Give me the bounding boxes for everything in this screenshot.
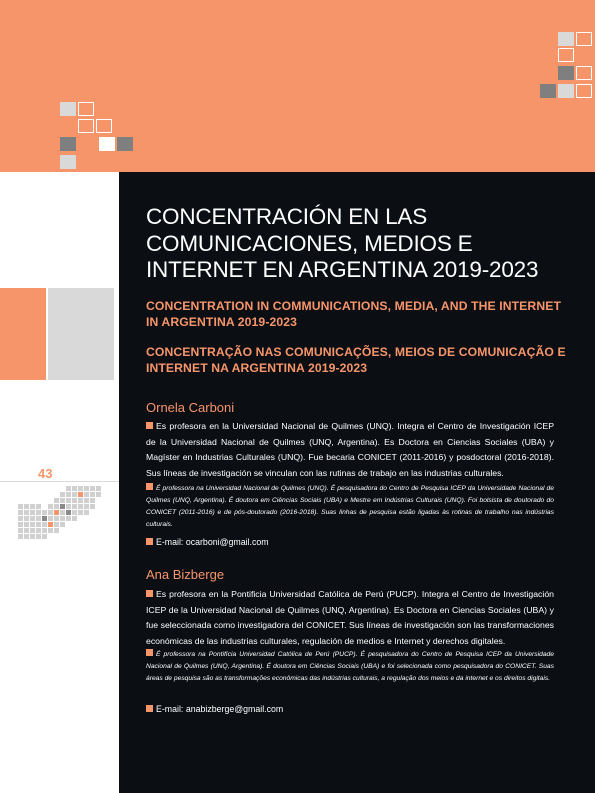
email-text: E-mail: anabizberge@gmail.com xyxy=(156,704,284,714)
title-english: CONCENTRATION IN COMMUNICATIONS, MEDIA, AND THE INTERNET IN ARGENTINA 2019-2023 xyxy=(146,299,561,329)
deco-square xyxy=(99,137,115,151)
mosaic-square xyxy=(84,486,89,491)
mosaic-square xyxy=(54,510,59,515)
mosaic-square xyxy=(72,510,77,515)
mosaic-square xyxy=(48,528,53,533)
mosaic-square xyxy=(36,522,41,527)
author-name: Ornela Carboni xyxy=(146,400,235,415)
deco-block-gray xyxy=(48,288,114,380)
mosaic-square xyxy=(54,522,59,527)
bio-text: É professora na Universidad Nacional de Quilmes (UNQ). É pesquisadora do Centro de Pesquisa ICEP da Universidade Nacional de Quilmes (UNQ, Argentina). É doutora em Ciências Sociais (UBA) e Mestre em Indústrias Culturais (UNQ). Foi bolsista de doutorado do CONICET (2011-2016) e de pós-doutorado (2016-2018). Suas linhas de pesquisa estão ligadas às rotinas de trabalho nas indústrias culturais. xyxy=(146,485,554,528)
mosaic-square xyxy=(66,486,71,491)
mosaic-square xyxy=(48,504,53,509)
header-band xyxy=(0,0,595,172)
author-bio-portuguese xyxy=(146,649,554,685)
mosaic-square xyxy=(84,510,89,515)
mosaic-square xyxy=(60,498,65,503)
author-bio-spanish xyxy=(146,419,554,481)
deco-block-orange xyxy=(0,288,46,380)
mosaic-square xyxy=(18,534,23,539)
mosaic-square xyxy=(30,534,35,539)
mosaic-square xyxy=(30,510,35,515)
deco-square xyxy=(60,137,76,151)
deco-square xyxy=(558,32,574,46)
mosaic-square xyxy=(42,528,47,533)
mosaic-square xyxy=(30,504,35,509)
mosaic-square xyxy=(54,528,59,533)
deco-square xyxy=(78,102,94,116)
mosaic-square xyxy=(60,522,65,527)
mosaic-square xyxy=(42,510,47,515)
mosaic-square xyxy=(72,498,77,503)
bullet-square xyxy=(146,538,153,545)
mosaic-square xyxy=(36,504,41,509)
bullet-square xyxy=(146,590,153,597)
mosaic-square xyxy=(54,516,59,521)
mosaic-square xyxy=(48,516,53,521)
mosaic-square xyxy=(24,510,29,515)
mosaic-square xyxy=(96,492,101,497)
mosaic-square xyxy=(66,492,71,497)
mosaic-square xyxy=(54,504,59,509)
bullet-square xyxy=(146,705,153,712)
mosaic-square xyxy=(36,528,41,533)
mosaic-square xyxy=(42,516,47,521)
deco-square xyxy=(576,66,592,80)
mosaic-square xyxy=(78,510,83,515)
mosaic-square xyxy=(24,522,29,527)
mosaic-square xyxy=(84,498,89,503)
author-email xyxy=(146,704,283,714)
mosaic-square xyxy=(60,516,65,521)
deco-square xyxy=(78,119,94,133)
email-text: E-mail: ocarboni@gmail.com xyxy=(156,537,269,547)
mosaic-square xyxy=(60,510,65,515)
deco-square xyxy=(558,84,574,98)
mosaic-square xyxy=(66,504,71,509)
mosaic-square xyxy=(78,498,83,503)
mosaic-square xyxy=(36,516,41,521)
author-name: Ana Bizberge xyxy=(146,567,225,582)
page-number: 43 xyxy=(38,466,53,481)
deco-square xyxy=(60,155,76,169)
mosaic-square xyxy=(42,534,47,539)
deco-square xyxy=(60,102,76,116)
title-spanish: CONCENTRACIÓN EN LAS COMUNICACIONES, MEDIOS E INTERNET EN ARGENTINA 2019-2023 xyxy=(146,204,539,282)
mosaic-square xyxy=(66,510,71,515)
mosaic-square xyxy=(66,498,71,503)
bullet-square xyxy=(146,483,153,490)
mosaic-square xyxy=(24,528,29,533)
author-bio-spanish xyxy=(146,587,554,649)
mosaic-square xyxy=(90,486,95,491)
mosaic-square xyxy=(90,504,95,509)
mosaic-square xyxy=(90,492,95,497)
mosaic-square xyxy=(72,492,77,497)
mosaic-square xyxy=(66,516,71,521)
mosaic-square xyxy=(72,516,77,521)
mosaic-square xyxy=(48,510,53,515)
mosaic-square xyxy=(30,516,35,521)
mosaic-square xyxy=(18,528,23,533)
deco-square xyxy=(558,48,574,62)
bio-text: É professora na Pontifícia Universidad Católica de Perú (PUCP). É pesquisadora do Centro de Pesquisa ICEP da Universidade Nacional de Quilmes (UNQ, Argentina). É doutora em Ciências Sociais (UBA) e foi selecionada como pesquisadora do CONICET. Suas áreas de pesquisa são as transformações econômicas das indústrias culturais, a regulação dos meios e da internet e os direitos digitais. xyxy=(146,651,554,682)
bio-text: Es profesora en la Pontificia Universidad Católica de Perú (PUCP). Integra el Centro de Investigación ICEP de la Universidad Nacional de Quilmes (UNQ, Argentina). Es Doctora en Ciencias Sociales (UBA) y fue seleccionada como investigadora del CONICET. Sus líneas de investigación son las transformaciones económicas de las industrias culturales, regulación de medios e Internet y derechos digitales. xyxy=(146,589,554,646)
deco-square xyxy=(540,84,556,98)
page-rule xyxy=(0,481,119,482)
mosaic-square xyxy=(18,516,23,521)
deco-square xyxy=(96,119,112,133)
author-email xyxy=(146,537,269,547)
deco-square xyxy=(558,66,574,80)
mosaic-square xyxy=(60,504,65,509)
mosaic-square xyxy=(78,504,83,509)
mosaic-square xyxy=(30,528,35,533)
bullet-square xyxy=(146,649,153,656)
deco-square xyxy=(117,137,133,151)
mosaic-square xyxy=(48,522,53,527)
title-portuguese: CONCENTRAÇÃO NAS COMUNICAÇÕES, MEIOS DE COMUNICAÇÃO E INTERNET NA ARGENTINA 2019-2023 xyxy=(146,345,566,375)
mosaic-square xyxy=(36,510,41,515)
mosaic-square xyxy=(36,534,41,539)
mosaic-square xyxy=(84,504,89,509)
mosaic-square xyxy=(72,504,77,509)
mosaic-square xyxy=(18,504,23,509)
mosaic-square xyxy=(96,486,101,491)
mosaic-square xyxy=(30,522,35,527)
mosaic-square xyxy=(78,486,83,491)
deco-square xyxy=(576,32,592,46)
mosaic-square xyxy=(90,498,95,503)
mosaic-square xyxy=(24,516,29,521)
mosaic-square xyxy=(84,492,89,497)
mosaic-square xyxy=(60,492,65,497)
mosaic-square xyxy=(18,510,23,515)
deco-square xyxy=(576,84,592,98)
mosaic-square xyxy=(42,522,47,527)
mosaic-square xyxy=(78,492,83,497)
author-bio-portuguese xyxy=(146,483,554,531)
mosaic-square xyxy=(18,522,23,527)
mosaic-square xyxy=(54,498,59,503)
mosaic-square xyxy=(24,504,29,509)
mosaic-square xyxy=(24,534,29,539)
mosaic-square xyxy=(72,486,77,491)
bio-text: Es profesora en la Universidad Nacional de Quilmes (UNQ). Integra el Centro de Investigación ICEP de la Universidad Nacional de Quilmes (UNQ, Argentina). Es Doctora en Ciencias Sociales (UBA) y Magíster en Industrias Culturales (UNQ). Fue becaria CONICET (2011-2016) y posdoctoral (2016-2018). Sus líneas de investigación se vinculan con las rutinas de trabajo en las industrias culturales. xyxy=(146,421,554,478)
bullet-square xyxy=(146,422,153,429)
